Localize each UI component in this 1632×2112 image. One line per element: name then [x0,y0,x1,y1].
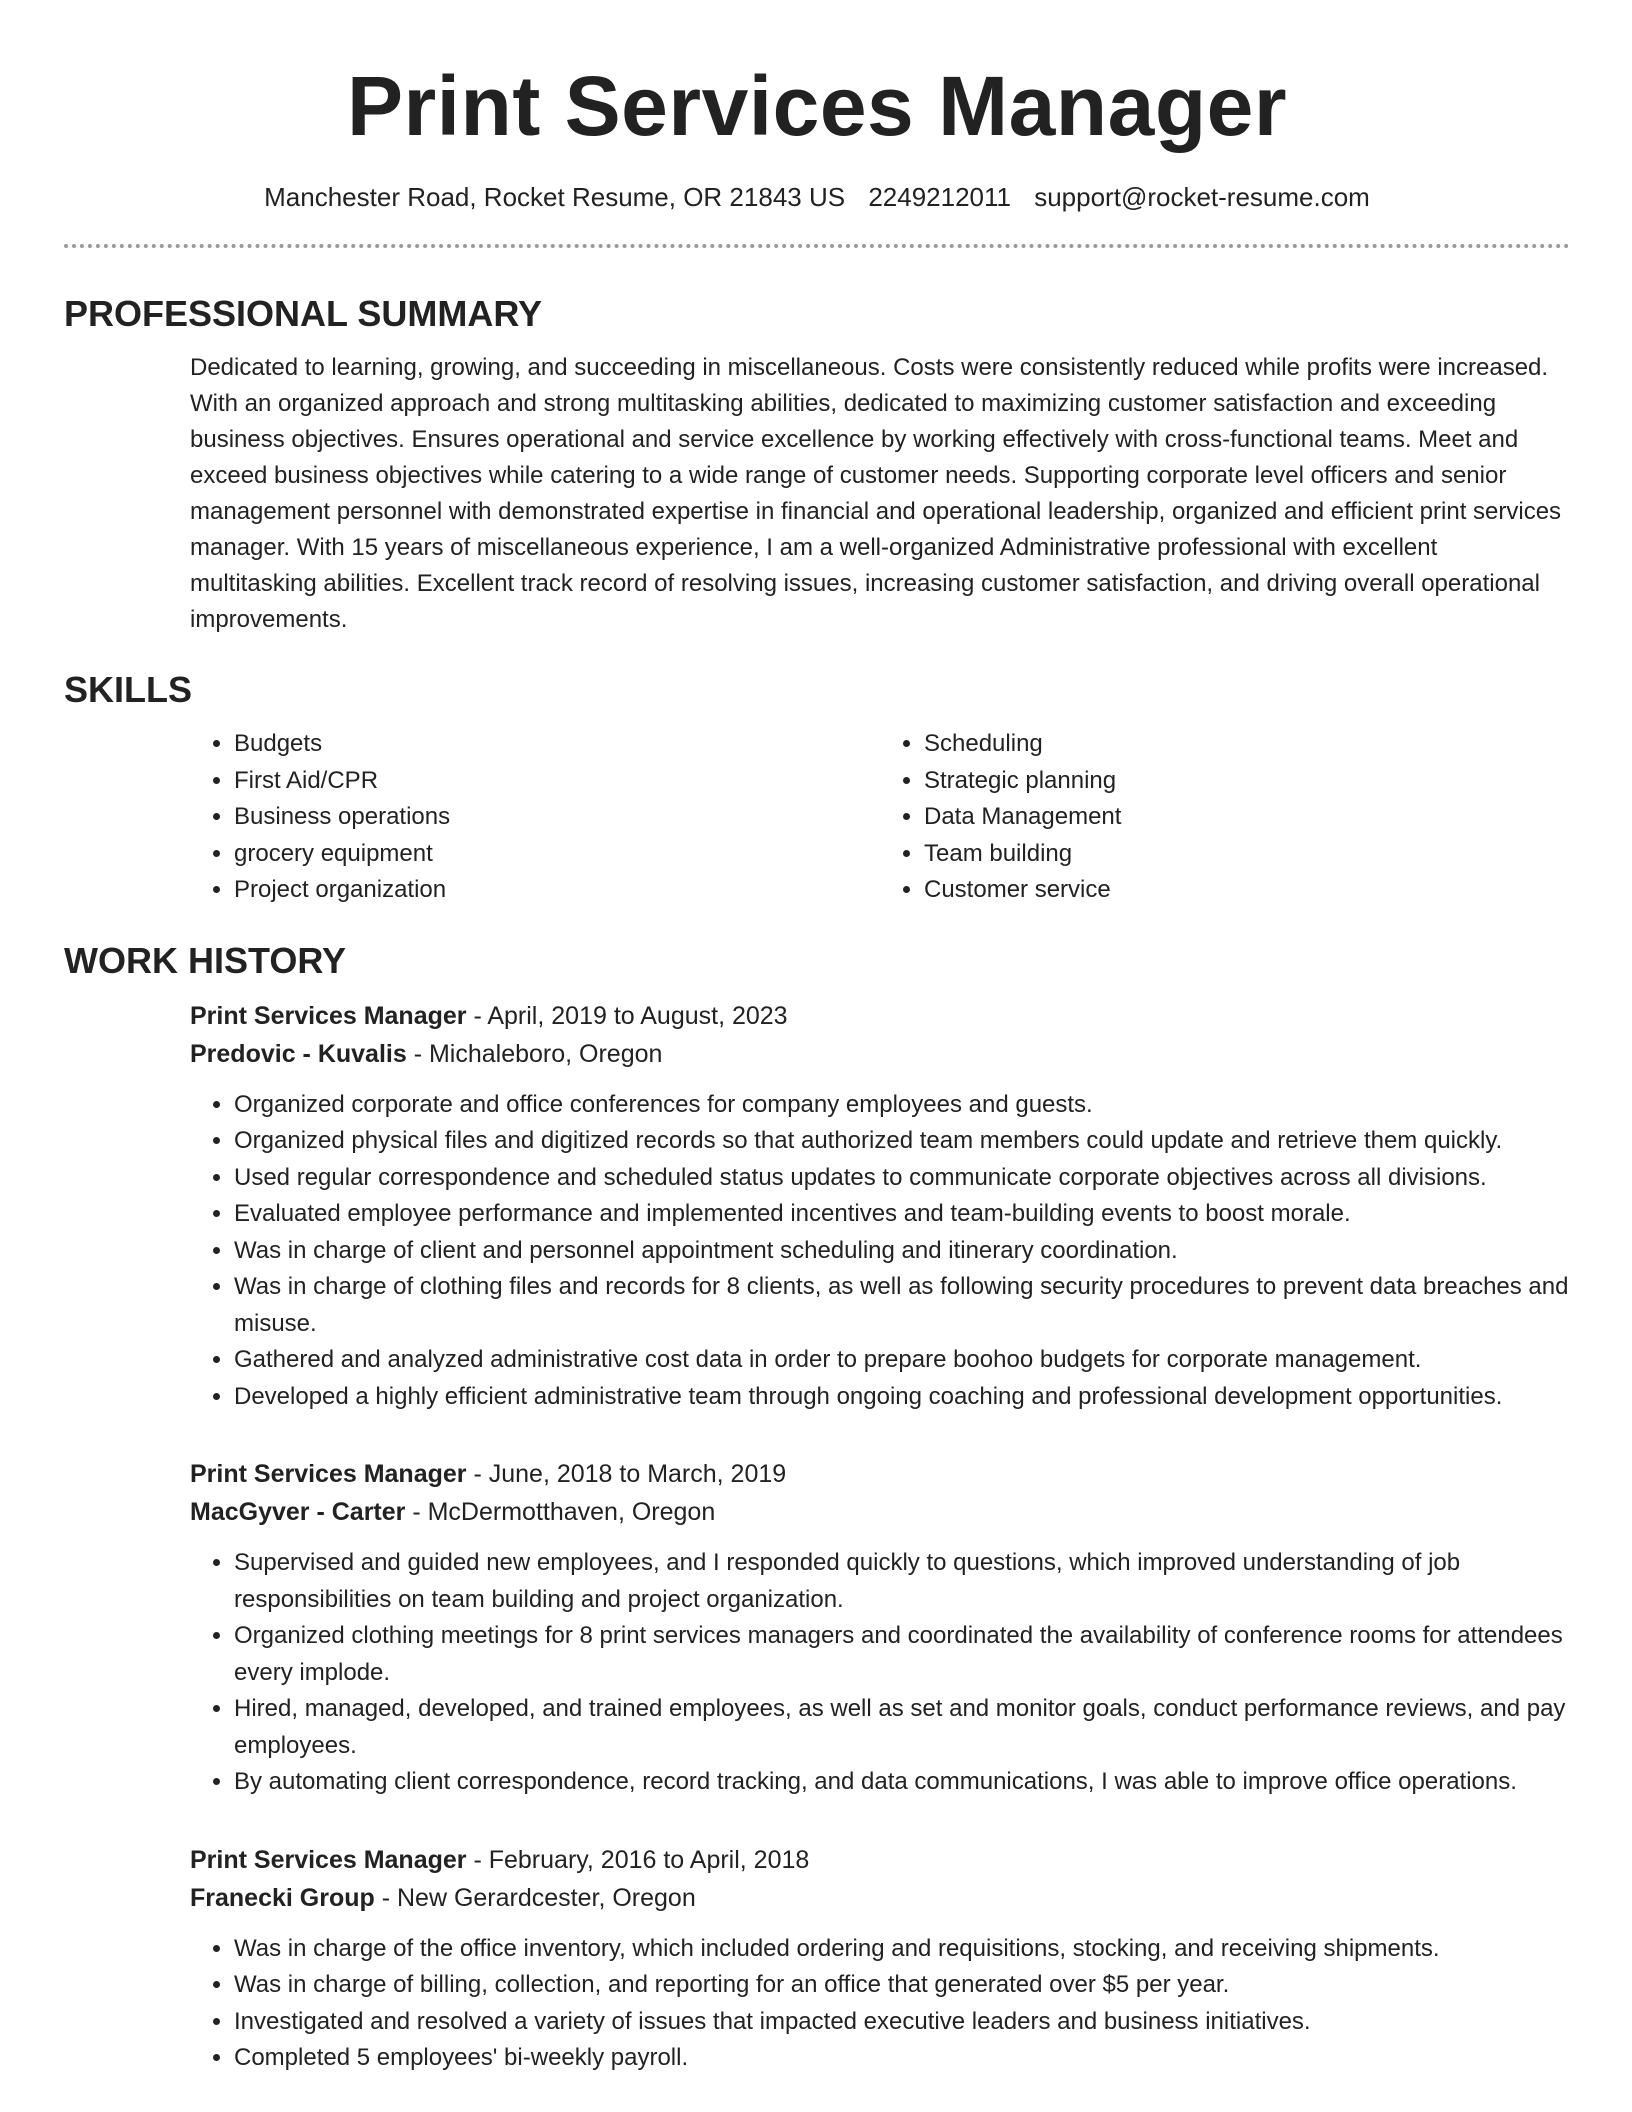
header-divider [64,244,1570,248]
job-title-line [190,1841,1570,1879]
job-title-line [190,997,1570,1035]
job-bullet: • Organized corporate and office conferences for company employees and guests. [234,1087,1570,1124]
job-company-line [190,1035,1570,1073]
job-entry [190,1455,1570,1801]
contact-address: Manchester Road, Rocket Resume, OR 21843 US [264,182,846,212]
job-company-line [190,1493,1570,1531]
contact-phone: 2249212011 [868,182,1011,212]
skill-item: • Strategic planning [924,763,1570,800]
resume-page [64,0,1570,2112]
skills-heading: SKILLS [64,669,193,710]
job-dates: - April, 2019 to August, 2023 [466,1001,788,1030]
job-location: - Michaleboro, Oregon [406,1039,663,1068]
resume-name-heading: Print Services Manager [346,59,1288,153]
job-title: Print Services Manager [190,1845,467,1874]
skill-item: • First Aid/CPR [234,763,880,800]
job-bullet: • By automating client correspondence, record tracking, and data communications, I was able to improve office operations. [234,1764,1570,1801]
summary-section [64,292,1570,638]
work-history-section [64,939,1570,2077]
job-bullet: • Investigated and resolved a variety of issues that impacted executive leaders and business initiatives. [234,2004,1570,2041]
job-title: Print Services Manager [190,1460,467,1488]
job-location: - McDermotthaven, Oregon [405,1498,716,1526]
job-entry [190,997,1570,1416]
job-bullet: • Supervised and guided new employees, and I responded quickly to questions, which improved understanding of job responsibilities on team building and project organization. [234,1545,1570,1618]
work-history-heading: WORK HISTORY [64,939,347,981]
skill-item: • Scheduling [924,726,1570,763]
job-company: MacGyver - Carter [190,1498,406,1526]
job-bullet: • Developed a highly efficient administrative team through ongoing coaching and professional development opportunities. [234,1379,1570,1416]
job-company: Predovic - Kuvalis [190,1039,407,1068]
skills-list-left [190,726,880,909]
skill-item: • Project organization [234,872,880,909]
job-dates: - June, 2018 to March, 2019 [466,1460,787,1488]
skill-item: • grocery equipment [234,836,880,873]
skill-item: • Budgets [234,726,880,763]
job-location: - New Gerardcester, Oregon [374,1883,696,1912]
job-bullet: • Was in charge of the office inventory, which included ordering and requisitions, stocking, and receiving shipments. [234,1931,1570,1968]
job-bullet: • Completed 5 employees' bi-weekly payroll. [234,2040,1570,2077]
job-title: Print Services Manager [190,1001,467,1030]
summary-heading: PROFESSIONAL SUMMARY [64,293,543,334]
skills-list-right [880,726,1570,909]
skills-section [64,668,1570,909]
job-bullet: • Organized physical files and digitized records so that authorized team members could update and retrieve them quickly. [234,1123,1570,1160]
job-bullet: • Evaluated employee performance and implemented incentives and team-building events to boost morale. [234,1196,1570,1233]
contact-email: support@rocket-resume.com [1034,182,1370,212]
job-bullet: • Was in charge of client and personnel appointment scheduling and itinerary coordination. [234,1233,1570,1270]
job-dates: - February, 2016 to April, 2018 [466,1845,810,1874]
skill-item: • Customer service [924,872,1570,909]
skill-item: • Business operations [234,799,880,836]
job-bullet: • Was in charge of billing, collection, and reporting for an office that generated over $5 per year. [234,1967,1570,2004]
skills-columns [190,726,1570,909]
job-bullet: • Organized clothing meetings for 8 print services managers and coordinated the availability of conference rooms for attendees every implode. [234,1618,1570,1691]
job-company-line [190,1879,1570,1917]
summary-text: Dedicated to learning, growing, and succeeding in miscellaneous. Costs were consistently reduced while profits were increased. With an organized approach and strong multitasking abilities, dedicated to maximizing customer satisfaction and exceeding business objectives. Ensures operational and service excellence by working effectively with cross-functional teams. Meet and exceed business objectives while catering to a wide range of customer needs. Supporting corporate level officers and senior management personnel with demonstrated expertise in financial and operational leadership, organized and efficient print services manager. With 15 years of miscellaneous experience, I am a well-organized Administrative professional with excellent multitasking abilities. Excellent track record of resolving issues, increasing customer satisfaction, and driving overall operational improvements. [190,354,1562,633]
job-entry [190,1841,1570,2077]
job-bullet: • Gathered and analyzed administrative cost data in order to prepare boohoo budgets for corporate management. [234,1342,1570,1379]
job-bullet: • Hired, managed, developed, and trained employees, as well as set and monitor goals, conduct performance reviews, and pay employees. [234,1691,1570,1764]
job-bullets [190,1545,1570,1801]
contact-line [64,180,1570,214]
skill-item: • Team building [924,836,1570,873]
job-bullet: • Was in charge of clothing files and records for 8 clients, as well as following security procedures to prevent data breaches and misuse. [234,1269,1570,1342]
job-bullets [190,1931,1570,2077]
job-bullet: • Used regular correspondence and scheduled status updates to communicate corporate objectives across all divisions. [234,1160,1570,1197]
job-company: Franecki Group [190,1883,375,1912]
job-title-line [190,1455,1570,1493]
skill-item: • Data Management [924,799,1570,836]
job-bullets [190,1087,1570,1416]
